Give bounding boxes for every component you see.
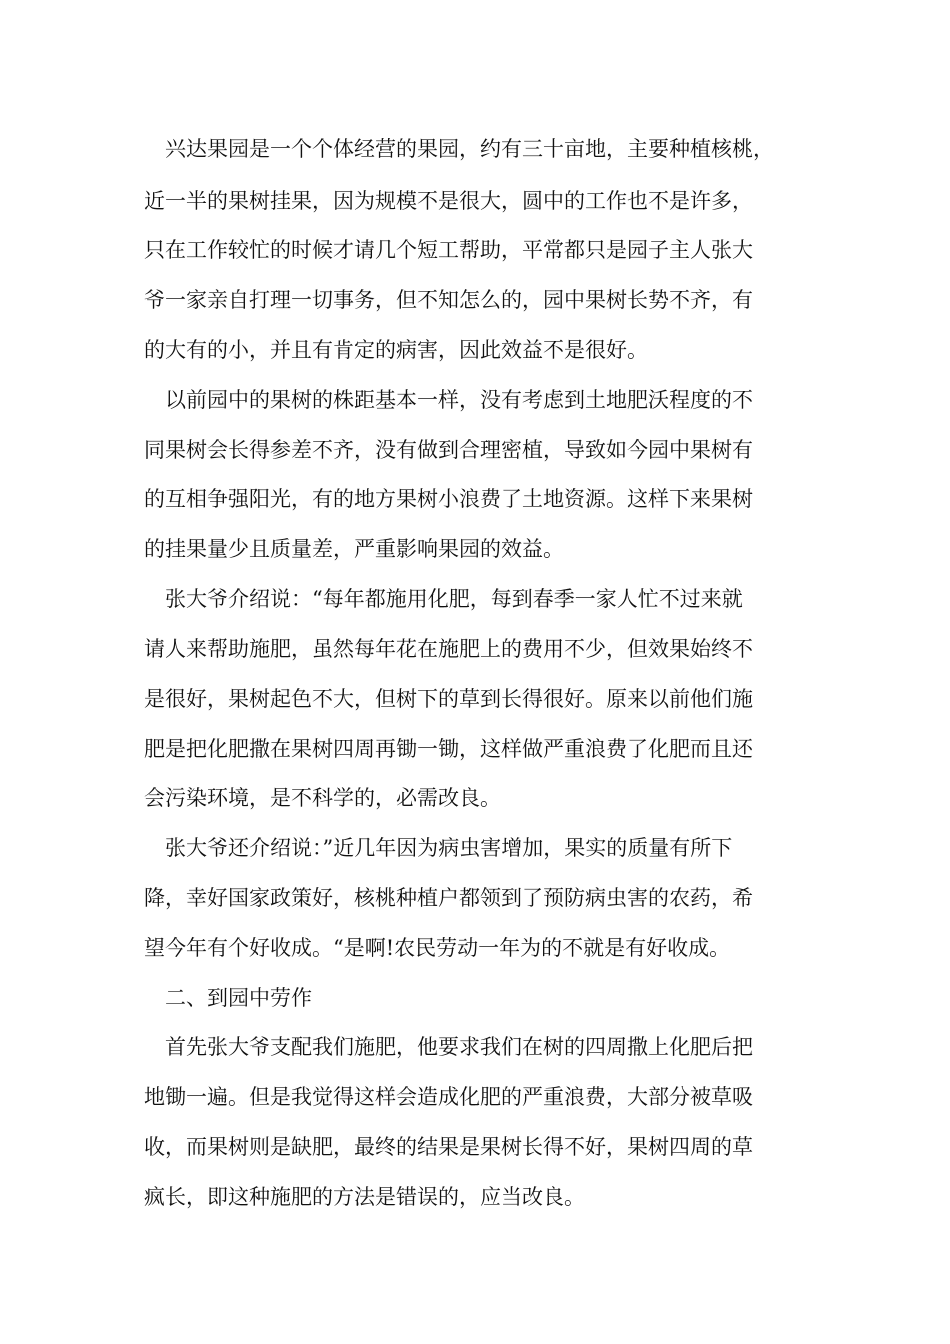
paragraph-1-line-3: 只在工作较忙的时候才请几个短工帮助，平常都只是园子主人张大 (144, 238, 753, 262)
paragraph-3-line-3: 是很好，果树起色不大，但树下的草到长得很好。原来以前他们施 (144, 687, 753, 711)
paragraph-1-line-5: 的大有的小，并且有肯定的病害，因此效益不是很好。 (144, 338, 648, 362)
paragraph-6-line-2: 地锄一遍。但是我觉得这样会造成化肥的严重浪费，大部分被草吸 (144, 1085, 753, 1109)
paragraph-6-line-4: 疯长，即这种施肥的方法是错误的，应当改良。 (144, 1185, 585, 1209)
paragraph-1-line-2: 近一半的果树挂果，因为规模不是很大，圆中的工作也不是许多， (144, 189, 753, 213)
paragraph-4-line-3: 望今年有个好收成。“是啊!农民劳动一年为的不就是有好收成。 (144, 936, 731, 960)
paragraph-3-line-4: 肥是把化肥撒在果树四周再锄一锄，这样做严重浪费了化肥而且还 (144, 737, 753, 761)
paragraph-3-line-2: 请人来帮助施肥，虽然每年花在施肥上的费用不少，但效果始终不 (144, 637, 753, 661)
paragraph-4-line-2: 降，幸好国家政策好，核桃种植户都领到了预防病虫害的农药，希 (144, 886, 753, 910)
paragraph-6-line-3: 收，而果树则是缺肥，最终的结果是果树长得不好，果树四周的草 (144, 1135, 753, 1159)
paragraph-3-line-5: 会污染环境，是不科学的，必需改良。 (144, 786, 501, 810)
paragraph-1-line-1: 兴达果园是一个个体经营的果园，约有三十亩地，主要种植核桃， (165, 137, 774, 161)
paragraph-4-line-1: 张大爷还介绍说：”近几年因为病虫害增加，果实的质量有所下 (165, 836, 733, 860)
section-heading: 二、到园中劳作 (165, 986, 312, 1010)
paragraph-1-line-4: 爷一家亲自打理一切事务，但不知怎么的，园中果树长势不齐，有 (144, 288, 753, 312)
paragraph-2-line-1: 以前园中的果树的株距基本一样，没有考虑到土地肥沃程度的不 (165, 388, 753, 412)
paragraph-3-line-1: 张大爷介绍说：“每年都施用化肥，每到春季一家人忙不过来就 (165, 587, 743, 611)
paragraph-6-line-1: 首先张大爷支配我们施肥，他要求我们在树的四周撒上化肥后把 (165, 1035, 753, 1059)
paragraph-2-line-2: 同果树会长得参差不齐，没有做到合理密植，导致如今园中果树有 (144, 438, 753, 462)
paragraph-2-line-3: 的互相争强阳光，有的地方果树小浪费了土地资源。这样下来果树 (144, 487, 753, 511)
paragraph-2-line-4: 的挂果量少且质量差，严重影响果园的效益。 (144, 537, 564, 561)
